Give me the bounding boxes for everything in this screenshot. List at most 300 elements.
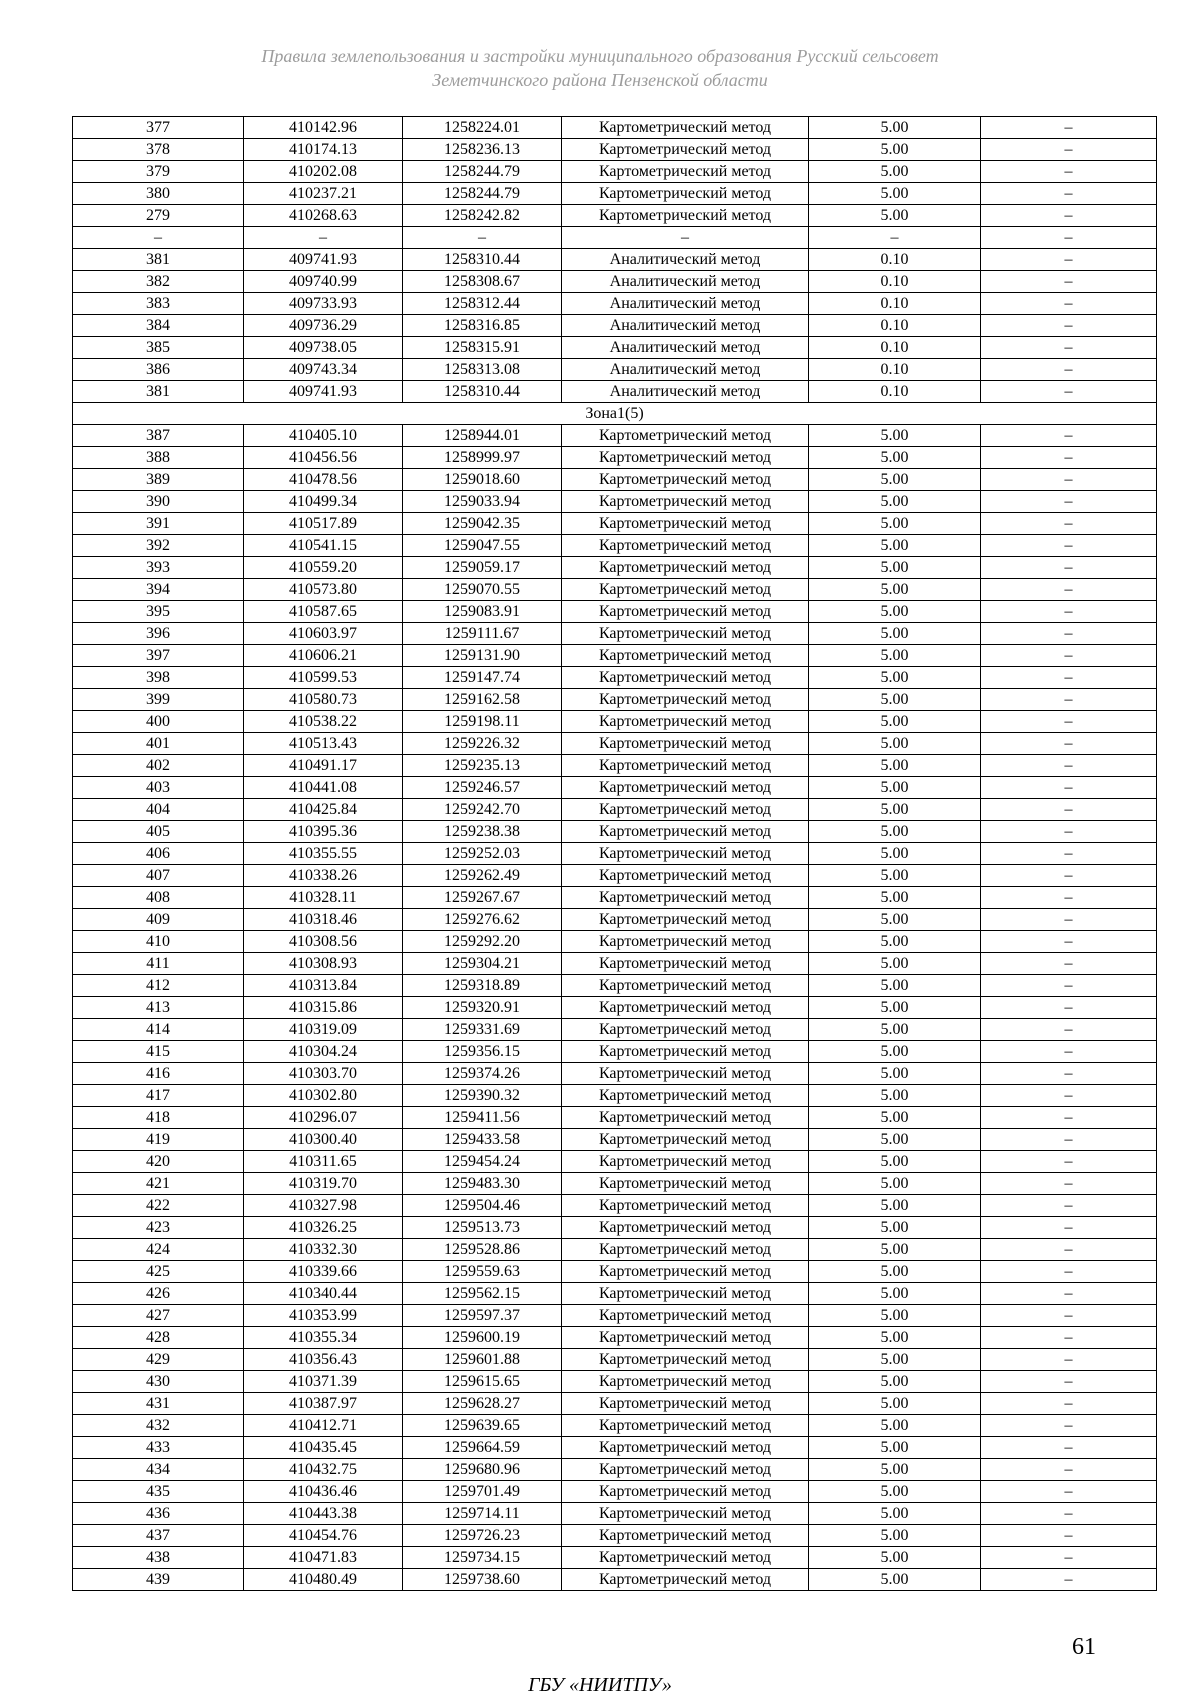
point-number-cell: 385 (73, 337, 244, 359)
point-number-cell: 426 (73, 1283, 244, 1305)
description-cell: – (981, 777, 1157, 799)
method-cell: Аналитический метод (562, 271, 809, 293)
point-number-cell: 430 (73, 1371, 244, 1393)
point-number-cell: 389 (73, 469, 244, 491)
description-cell: – (981, 1151, 1157, 1173)
y-coordinate-cell: 1259292.20 (403, 931, 562, 953)
x-coordinate-cell: 409740.99 (244, 271, 403, 293)
method-cell: Картометрический метод (562, 139, 809, 161)
table-row (73, 535, 1157, 557)
accuracy-cell: 5.00 (809, 183, 981, 205)
y-coordinate-cell: 1259528.86 (403, 1239, 562, 1261)
method-cell: Картометрический метод (562, 997, 809, 1019)
description-cell: – (981, 293, 1157, 315)
point-number-cell: 421 (73, 1173, 244, 1195)
x-coordinate-cell: 410319.70 (244, 1173, 403, 1195)
method-cell: Картометрический метод (562, 1481, 809, 1503)
x-coordinate-cell: 410300.40 (244, 1129, 403, 1151)
description-cell: – (981, 535, 1157, 557)
y-coordinate-cell: 1259331.69 (403, 1019, 562, 1041)
accuracy-cell: 5.00 (809, 1459, 981, 1481)
method-cell: Картометрический метод (562, 865, 809, 887)
y-coordinate-cell: 1258310.44 (403, 381, 562, 403)
x-coordinate-cell: 410491.17 (244, 755, 403, 777)
y-coordinate-cell: 1259262.49 (403, 865, 562, 887)
method-cell: Картометрический метод (562, 645, 809, 667)
x-coordinate-cell: 410387.97 (244, 1393, 403, 1415)
point-number-cell: 396 (73, 623, 244, 645)
method-cell: Аналитический метод (562, 359, 809, 381)
method-cell: Картометрический метод (562, 1437, 809, 1459)
section-header-row (73, 403, 1157, 425)
y-coordinate-cell: 1259433.58 (403, 1129, 562, 1151)
y-coordinate-cell: 1259235.13 (403, 755, 562, 777)
description-cell: – (981, 1547, 1157, 1569)
method-cell: Картометрический метод (562, 755, 809, 777)
accuracy-cell: 5.00 (809, 799, 981, 821)
x-coordinate-cell: – (244, 227, 403, 249)
y-coordinate-cell: 1259083.91 (403, 601, 562, 623)
description-cell: – (981, 865, 1157, 887)
y-coordinate-cell: 1259639.65 (403, 1415, 562, 1437)
method-cell: Аналитический метод (562, 293, 809, 315)
accuracy-cell: 5.00 (809, 1569, 981, 1591)
table-row (73, 1195, 1157, 1217)
y-coordinate-cell: 1259246.57 (403, 777, 562, 799)
point-number-cell: 388 (73, 447, 244, 469)
description-cell: – (981, 1019, 1157, 1041)
method-cell: Картометрический метод (562, 777, 809, 799)
x-coordinate-cell: 410328.11 (244, 887, 403, 909)
description-cell: – (981, 1481, 1157, 1503)
method-cell: Картометрический метод (562, 909, 809, 931)
table-row (73, 711, 1157, 733)
y-coordinate-cell: 1259483.30 (403, 1173, 562, 1195)
method-cell: Картометрический метод (562, 1107, 809, 1129)
table-row (73, 1393, 1157, 1415)
x-coordinate-cell: 410308.93 (244, 953, 403, 975)
table-row (73, 337, 1157, 359)
x-coordinate-cell: 410327.98 (244, 1195, 403, 1217)
method-cell: Картометрический метод (562, 1371, 809, 1393)
y-coordinate-cell: 1259390.32 (403, 1085, 562, 1107)
description-cell: – (981, 623, 1157, 645)
x-coordinate-cell: 410142.96 (244, 117, 403, 139)
point-number-cell: 407 (73, 865, 244, 887)
description-cell: – (981, 755, 1157, 777)
description-cell: – (981, 799, 1157, 821)
y-coordinate-cell: 1258236.13 (403, 139, 562, 161)
accuracy-cell: 5.00 (809, 491, 981, 513)
method-cell: Картометрический метод (562, 1503, 809, 1525)
y-coordinate-cell: 1259615.65 (403, 1371, 562, 1393)
y-coordinate-cell: 1258944.01 (403, 425, 562, 447)
point-number-cell: 395 (73, 601, 244, 623)
y-coordinate-cell: 1259701.49 (403, 1481, 562, 1503)
description-cell: – (981, 249, 1157, 271)
point-number-cell: 381 (73, 249, 244, 271)
accuracy-cell: 5.00 (809, 1041, 981, 1063)
method-cell: Картометрический метод (562, 975, 809, 997)
y-coordinate-cell: 1259276.62 (403, 909, 562, 931)
y-coordinate-cell: 1259131.90 (403, 645, 562, 667)
point-number-cell: 408 (73, 887, 244, 909)
y-coordinate-cell: 1258244.79 (403, 183, 562, 205)
table-row (73, 667, 1157, 689)
point-number-cell: 435 (73, 1481, 244, 1503)
x-coordinate-cell: 410296.07 (244, 1107, 403, 1129)
x-coordinate-cell: 410603.97 (244, 623, 403, 645)
y-coordinate-cell: 1258310.44 (403, 249, 562, 271)
method-cell: Картометрический метод (562, 161, 809, 183)
y-coordinate-cell: 1259734.15 (403, 1547, 562, 1569)
description-cell: – (981, 887, 1157, 909)
description-cell: – (981, 997, 1157, 1019)
description-cell: – (981, 491, 1157, 513)
accuracy-cell: 5.00 (809, 997, 981, 1019)
accuracy-cell: 5.00 (809, 953, 981, 975)
x-coordinate-cell: 410339.66 (244, 1261, 403, 1283)
x-coordinate-cell: 410471.83 (244, 1547, 403, 1569)
x-coordinate-cell: 410355.34 (244, 1327, 403, 1349)
method-cell: Картометрический метод (562, 535, 809, 557)
x-coordinate-cell: 410499.34 (244, 491, 403, 513)
method-cell: Картометрический метод (562, 623, 809, 645)
coordinates-table-container (72, 116, 1156, 1591)
accuracy-cell: 5.00 (809, 1217, 981, 1239)
accuracy-cell: 5.00 (809, 557, 981, 579)
method-cell: Картометрический метод (562, 1393, 809, 1415)
point-number-cell: 391 (73, 513, 244, 535)
table-row (73, 491, 1157, 513)
description-cell: – (981, 1107, 1157, 1129)
point-number-cell: 409 (73, 909, 244, 931)
x-coordinate-cell: 410587.65 (244, 601, 403, 623)
point-number-cell: 432 (73, 1415, 244, 1437)
description-cell: – (981, 1129, 1157, 1151)
method-cell: Картометрический метод (562, 491, 809, 513)
accuracy-cell: 5.00 (809, 1173, 981, 1195)
description-cell: – (981, 579, 1157, 601)
x-coordinate-cell: 409736.29 (244, 315, 403, 337)
point-number-cell: 412 (73, 975, 244, 997)
page-number: 61 (1072, 1634, 1096, 1660)
x-coordinate-cell: 410435.45 (244, 1437, 403, 1459)
table-row (73, 601, 1157, 623)
point-number-cell: 436 (73, 1503, 244, 1525)
accuracy-cell: 0.10 (809, 359, 981, 381)
table-row (73, 777, 1157, 799)
point-number-cell: 434 (73, 1459, 244, 1481)
table-row (73, 1151, 1157, 1173)
y-coordinate-cell: 1259242.70 (403, 799, 562, 821)
method-cell: Аналитический метод (562, 381, 809, 403)
table-row (73, 799, 1157, 821)
table-row (73, 887, 1157, 909)
x-coordinate-cell: 410405.10 (244, 425, 403, 447)
x-coordinate-cell: 410432.75 (244, 1459, 403, 1481)
description-cell: – (981, 909, 1157, 931)
accuracy-cell: 5.00 (809, 1327, 981, 1349)
point-number-cell: 433 (73, 1437, 244, 1459)
method-cell: Картометрический метод (562, 711, 809, 733)
table-row (73, 1525, 1157, 1547)
y-coordinate-cell: 1259111.67 (403, 623, 562, 645)
method-cell: Картометрический метод (562, 887, 809, 909)
table-row (73, 1107, 1157, 1129)
table-row (73, 469, 1157, 491)
point-number-cell: 410 (73, 931, 244, 953)
y-coordinate-cell: 1259559.63 (403, 1261, 562, 1283)
method-cell: Картометрический метод (562, 1217, 809, 1239)
method-cell: Картометрический метод (562, 469, 809, 491)
description-cell: – (981, 513, 1157, 535)
y-coordinate-cell: 1258999.97 (403, 447, 562, 469)
method-cell: Картометрический метод (562, 1041, 809, 1063)
description-cell: – (981, 843, 1157, 865)
table-row (73, 1481, 1157, 1503)
description-cell: – (981, 1503, 1157, 1525)
description-cell: – (981, 469, 1157, 491)
accuracy-cell: 5.00 (809, 667, 981, 689)
y-coordinate-cell: 1259356.15 (403, 1041, 562, 1063)
description-cell: – (981, 1305, 1157, 1327)
point-number-cell: 387 (73, 425, 244, 447)
point-number-cell: – (73, 227, 244, 249)
x-coordinate-cell: 410202.08 (244, 161, 403, 183)
table-row (73, 271, 1157, 293)
point-number-cell: 425 (73, 1261, 244, 1283)
method-cell: Картометрический метод (562, 689, 809, 711)
description-cell: – (981, 1217, 1157, 1239)
table-row (73, 183, 1157, 205)
table-row (73, 1261, 1157, 1283)
y-coordinate-cell: 1259628.27 (403, 1393, 562, 1415)
description-cell: – (981, 1327, 1157, 1349)
accuracy-cell: 5.00 (809, 1547, 981, 1569)
table-row (73, 139, 1157, 161)
table-row (73, 1173, 1157, 1195)
table-row (73, 1305, 1157, 1327)
accuracy-cell: 5.00 (809, 821, 981, 843)
point-number-cell: 429 (73, 1349, 244, 1371)
point-number-cell: 431 (73, 1393, 244, 1415)
y-coordinate-cell: 1258313.08 (403, 359, 562, 381)
point-number-cell: 418 (73, 1107, 244, 1129)
accuracy-cell: 5.00 (809, 1085, 981, 1107)
table-row (73, 865, 1157, 887)
accuracy-cell: 5.00 (809, 909, 981, 931)
accuracy-cell: 5.00 (809, 161, 981, 183)
x-coordinate-cell: 410538.22 (244, 711, 403, 733)
x-coordinate-cell: 410319.09 (244, 1019, 403, 1041)
accuracy-cell: 5.00 (809, 425, 981, 447)
accuracy-cell: 5.00 (809, 1525, 981, 1547)
description-cell: – (981, 1525, 1157, 1547)
table-row (73, 1217, 1157, 1239)
table-row (73, 975, 1157, 997)
x-coordinate-cell: 410338.26 (244, 865, 403, 887)
table-row (73, 1415, 1157, 1437)
description-cell: – (981, 337, 1157, 359)
table-row (73, 1085, 1157, 1107)
method-cell: Картометрический метод (562, 1349, 809, 1371)
accuracy-cell: 5.00 (809, 1305, 981, 1327)
table-row (73, 381, 1157, 403)
table-row (73, 425, 1157, 447)
x-coordinate-cell: 409741.93 (244, 381, 403, 403)
point-number-cell: 392 (73, 535, 244, 557)
x-coordinate-cell: 410315.86 (244, 997, 403, 1019)
method-cell: Аналитический метод (562, 337, 809, 359)
point-number-cell: 439 (73, 1569, 244, 1591)
table-row (73, 557, 1157, 579)
x-coordinate-cell: 410478.56 (244, 469, 403, 491)
y-coordinate-cell: 1258316.85 (403, 315, 562, 337)
table-row (73, 1283, 1157, 1305)
method-cell: Картометрический метод (562, 931, 809, 953)
section-title: Зона1(5) (73, 403, 1157, 425)
accuracy-cell: 5.00 (809, 1019, 981, 1041)
accuracy-cell: 5.00 (809, 1393, 981, 1415)
table-row (73, 1503, 1157, 1525)
x-coordinate-cell: 410454.76 (244, 1525, 403, 1547)
x-coordinate-cell: 410436.46 (244, 1481, 403, 1503)
point-number-cell: 393 (73, 557, 244, 579)
y-coordinate-cell: – (403, 227, 562, 249)
y-coordinate-cell: 1259597.37 (403, 1305, 562, 1327)
y-coordinate-cell: 1258312.44 (403, 293, 562, 315)
x-coordinate-cell: 410580.73 (244, 689, 403, 711)
table-row (73, 205, 1157, 227)
table-row (73, 645, 1157, 667)
description-cell: – (981, 557, 1157, 579)
accuracy-cell: 5.00 (809, 689, 981, 711)
method-cell: Картометрический метод (562, 425, 809, 447)
accuracy-cell: 5.00 (809, 447, 981, 469)
point-number-cell: 417 (73, 1085, 244, 1107)
method-cell: Картометрический метод (562, 1459, 809, 1481)
description-cell: – (981, 425, 1157, 447)
coordinates-table (72, 116, 1157, 1591)
table-row (73, 161, 1157, 183)
method-cell: Картометрический метод (562, 579, 809, 601)
description-cell: – (981, 271, 1157, 293)
description-cell: – (981, 1393, 1157, 1415)
table-row (73, 733, 1157, 755)
table-row (73, 821, 1157, 843)
y-coordinate-cell: 1259147.74 (403, 667, 562, 689)
description-cell: – (981, 1349, 1157, 1371)
y-coordinate-cell: 1258242.82 (403, 205, 562, 227)
y-coordinate-cell: 1259059.17 (403, 557, 562, 579)
description-cell: – (981, 1239, 1157, 1261)
accuracy-cell: 5.00 (809, 865, 981, 887)
accuracy-cell: 5.00 (809, 975, 981, 997)
method-cell: Картометрический метод (562, 1261, 809, 1283)
table-row (73, 623, 1157, 645)
y-coordinate-cell: 1259238.38 (403, 821, 562, 843)
accuracy-cell: 0.10 (809, 271, 981, 293)
method-cell: Картометрический метод (562, 1569, 809, 1591)
accuracy-cell: 5.00 (809, 601, 981, 623)
table-row (73, 315, 1157, 337)
accuracy-cell: 5.00 (809, 733, 981, 755)
x-coordinate-cell: 410318.46 (244, 909, 403, 931)
x-coordinate-cell: 410174.13 (244, 139, 403, 161)
x-coordinate-cell: 410302.80 (244, 1085, 403, 1107)
description-cell: – (981, 1063, 1157, 1085)
accuracy-cell: – (809, 227, 981, 249)
table-row (73, 1019, 1157, 1041)
method-cell: Картометрический метод (562, 1085, 809, 1107)
point-number-cell: 381 (73, 381, 244, 403)
point-number-cell: 383 (73, 293, 244, 315)
description-cell: – (981, 205, 1157, 227)
method-cell: Картометрический метод (562, 1129, 809, 1151)
table-row (73, 1459, 1157, 1481)
method-cell: – (562, 227, 809, 249)
table-row (73, 997, 1157, 1019)
accuracy-cell: 5.00 (809, 1151, 981, 1173)
accuracy-cell: 0.10 (809, 293, 981, 315)
method-cell: Картометрический метод (562, 183, 809, 205)
table-row (73, 1569, 1157, 1591)
accuracy-cell: 5.00 (809, 777, 981, 799)
table-row (73, 1371, 1157, 1393)
x-coordinate-cell: 410237.21 (244, 183, 403, 205)
accuracy-cell: 5.00 (809, 1481, 981, 1503)
x-coordinate-cell: 410517.89 (244, 513, 403, 535)
y-coordinate-cell: 1259047.55 (403, 535, 562, 557)
point-number-cell: 402 (73, 755, 244, 777)
description-cell: – (981, 315, 1157, 337)
method-cell: Картометрический метод (562, 513, 809, 535)
description-cell: – (981, 1569, 1157, 1591)
y-coordinate-cell: 1259070.55 (403, 579, 562, 601)
method-cell: Картометрический метод (562, 1173, 809, 1195)
x-coordinate-cell: 410355.55 (244, 843, 403, 865)
x-coordinate-cell: 410456.56 (244, 447, 403, 469)
point-number-cell: 413 (73, 997, 244, 1019)
point-number-cell: 378 (73, 139, 244, 161)
x-coordinate-cell: 409733.93 (244, 293, 403, 315)
x-coordinate-cell: 410356.43 (244, 1349, 403, 1371)
y-coordinate-cell: 1258224.01 (403, 117, 562, 139)
description-cell: – (981, 161, 1157, 183)
method-cell: Картометрический метод (562, 1327, 809, 1349)
y-coordinate-cell: 1259162.58 (403, 689, 562, 711)
y-coordinate-cell: 1259680.96 (403, 1459, 562, 1481)
page-footer: ГБУ «НИИТПУ» (528, 1674, 672, 1696)
y-coordinate-cell: 1259252.03 (403, 843, 562, 865)
accuracy-cell: 5.00 (809, 1371, 981, 1393)
point-number-cell: 419 (73, 1129, 244, 1151)
description-cell: – (981, 1283, 1157, 1305)
accuracy-cell: 5.00 (809, 1437, 981, 1459)
table-row (73, 843, 1157, 865)
point-number-cell: 399 (73, 689, 244, 711)
point-number-cell: 377 (73, 117, 244, 139)
accuracy-cell: 5.00 (809, 1283, 981, 1305)
y-coordinate-cell: 1259033.94 (403, 491, 562, 513)
y-coordinate-cell: 1259714.11 (403, 1503, 562, 1525)
page-header (0, 44, 1200, 92)
accuracy-cell: 5.00 (809, 623, 981, 645)
point-number-cell: 394 (73, 579, 244, 601)
table-row (73, 513, 1157, 535)
description-cell: – (981, 183, 1157, 205)
